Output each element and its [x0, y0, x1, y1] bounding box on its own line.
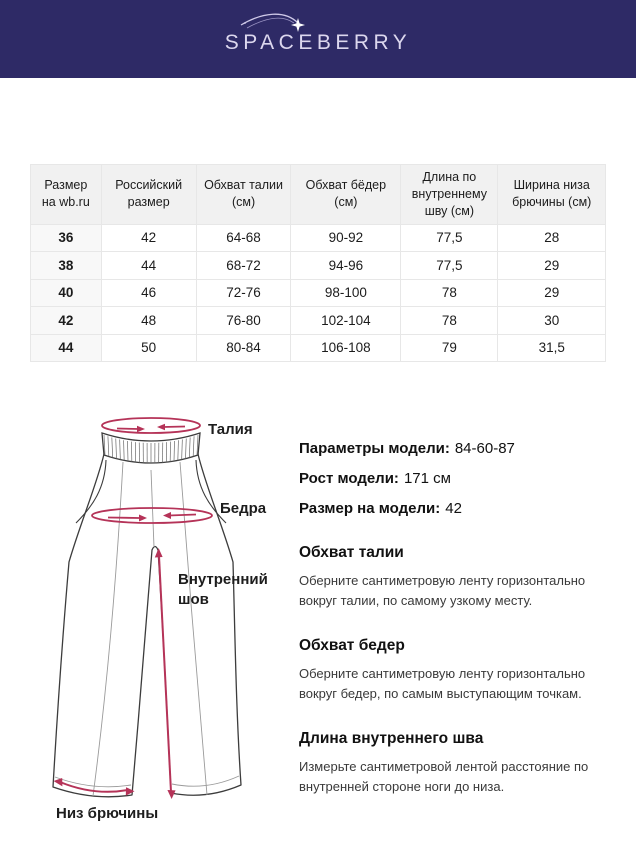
table-row [31, 307, 606, 335]
hem-label: Низ брючины [56, 805, 159, 822]
waist-label: Талия [208, 421, 253, 438]
table-cell: 28 [498, 224, 606, 252]
inseam-label: Внутренний шов [178, 571, 268, 609]
table-cell: 68-72 [196, 252, 291, 280]
pants-diagram [20, 400, 280, 830]
table-cell: 90-92 [291, 224, 401, 252]
model-size-value: 42 [445, 500, 462, 517]
table-cell: 50 [101, 334, 196, 362]
model-parameters-label: Параметры модели: [299, 440, 450, 457]
pants-outline [53, 454, 241, 797]
model-height-value: 171 см [403, 470, 451, 487]
waist-section-body: Оберните сантиметровую ленту горизонтально вокруг талии, по самому узкому месту. [299, 573, 586, 608]
table-cell: 42 [101, 224, 196, 252]
table-cell: 42 [31, 307, 102, 335]
hips-section-body: Оберните сантиметровую ленту горизонтально вокруг бедер, по самым выступающим точкам. [299, 666, 586, 701]
table-cell: 98-100 [291, 279, 401, 307]
table-cell: 29 [498, 252, 606, 280]
inseam-section-title: Длина внутреннего шва [299, 730, 484, 747]
table-row [31, 279, 606, 307]
model-size-line [299, 500, 621, 517]
model-height-label: Рост модели: [299, 470, 399, 487]
measuring-info-panel [299, 440, 621, 823]
col-header-hips: Обхват бёдер (см) [291, 165, 401, 225]
table-cell: 78 [401, 307, 498, 335]
brand-logo: SPACEBERRY [224, 31, 412, 54]
table-cell: 77,5 [401, 224, 498, 252]
table-cell: 38 [31, 252, 102, 280]
size-table [30, 164, 606, 362]
hips-instruction-section [299, 637, 621, 703]
waist-section-title: Обхват талии [299, 544, 404, 561]
table-cell: 79 [401, 334, 498, 362]
waist-instruction-section [299, 544, 621, 610]
table-cell: 76-80 [196, 307, 291, 335]
table-cell: 106-108 [291, 334, 401, 362]
size-table-header [31, 165, 606, 225]
table-cell: 44 [31, 334, 102, 362]
inseam-instruction-section [299, 730, 621, 796]
waist-measure-ellipse [102, 418, 200, 433]
col-header-ru-size: Российский размер [101, 165, 196, 225]
table-row [31, 224, 606, 252]
table-cell: 77,5 [401, 252, 498, 280]
model-size-label: Размер на модели: [299, 500, 441, 517]
table-cell: 64-68 [196, 224, 291, 252]
table-cell: 29 [498, 279, 606, 307]
col-header-waist: Обхват талии (см) [196, 165, 291, 225]
col-header-wb-size: Размер на wb.ru [31, 165, 102, 225]
table-cell: 94-96 [291, 252, 401, 280]
col-header-inseam: Длина по внутреннему шву (см) [401, 165, 498, 225]
table-row [31, 334, 606, 362]
table-cell: 40 [31, 279, 102, 307]
table-cell: 31,5 [498, 334, 606, 362]
table-cell: 72-76 [196, 279, 291, 307]
table-cell: 46 [101, 279, 196, 307]
col-header-hem-width: Ширина низа брючины (см) [498, 165, 606, 225]
hips-section-title: Обхват бедер [299, 637, 405, 654]
inseam-section-body: Измерьте сантиметровой лентой расстояние по внутренней стороне ноги до низа. [299, 759, 589, 794]
model-parameters-value: 84-60-87 [454, 440, 515, 457]
table-cell: 78 [401, 279, 498, 307]
instruction-sections [299, 544, 621, 796]
table-cell: 36 [31, 224, 102, 252]
table-cell: 30 [498, 307, 606, 335]
hips-label: Бедра [220, 500, 267, 517]
brand-header [0, 0, 636, 78]
table-cell: 102-104 [291, 307, 401, 335]
table-cell: 48 [101, 307, 196, 335]
table-cell: 44 [101, 252, 196, 280]
model-parameters-line [299, 440, 621, 457]
table-row [31, 252, 606, 280]
model-height-line [299, 470, 621, 487]
table-cell: 80-84 [196, 334, 291, 362]
